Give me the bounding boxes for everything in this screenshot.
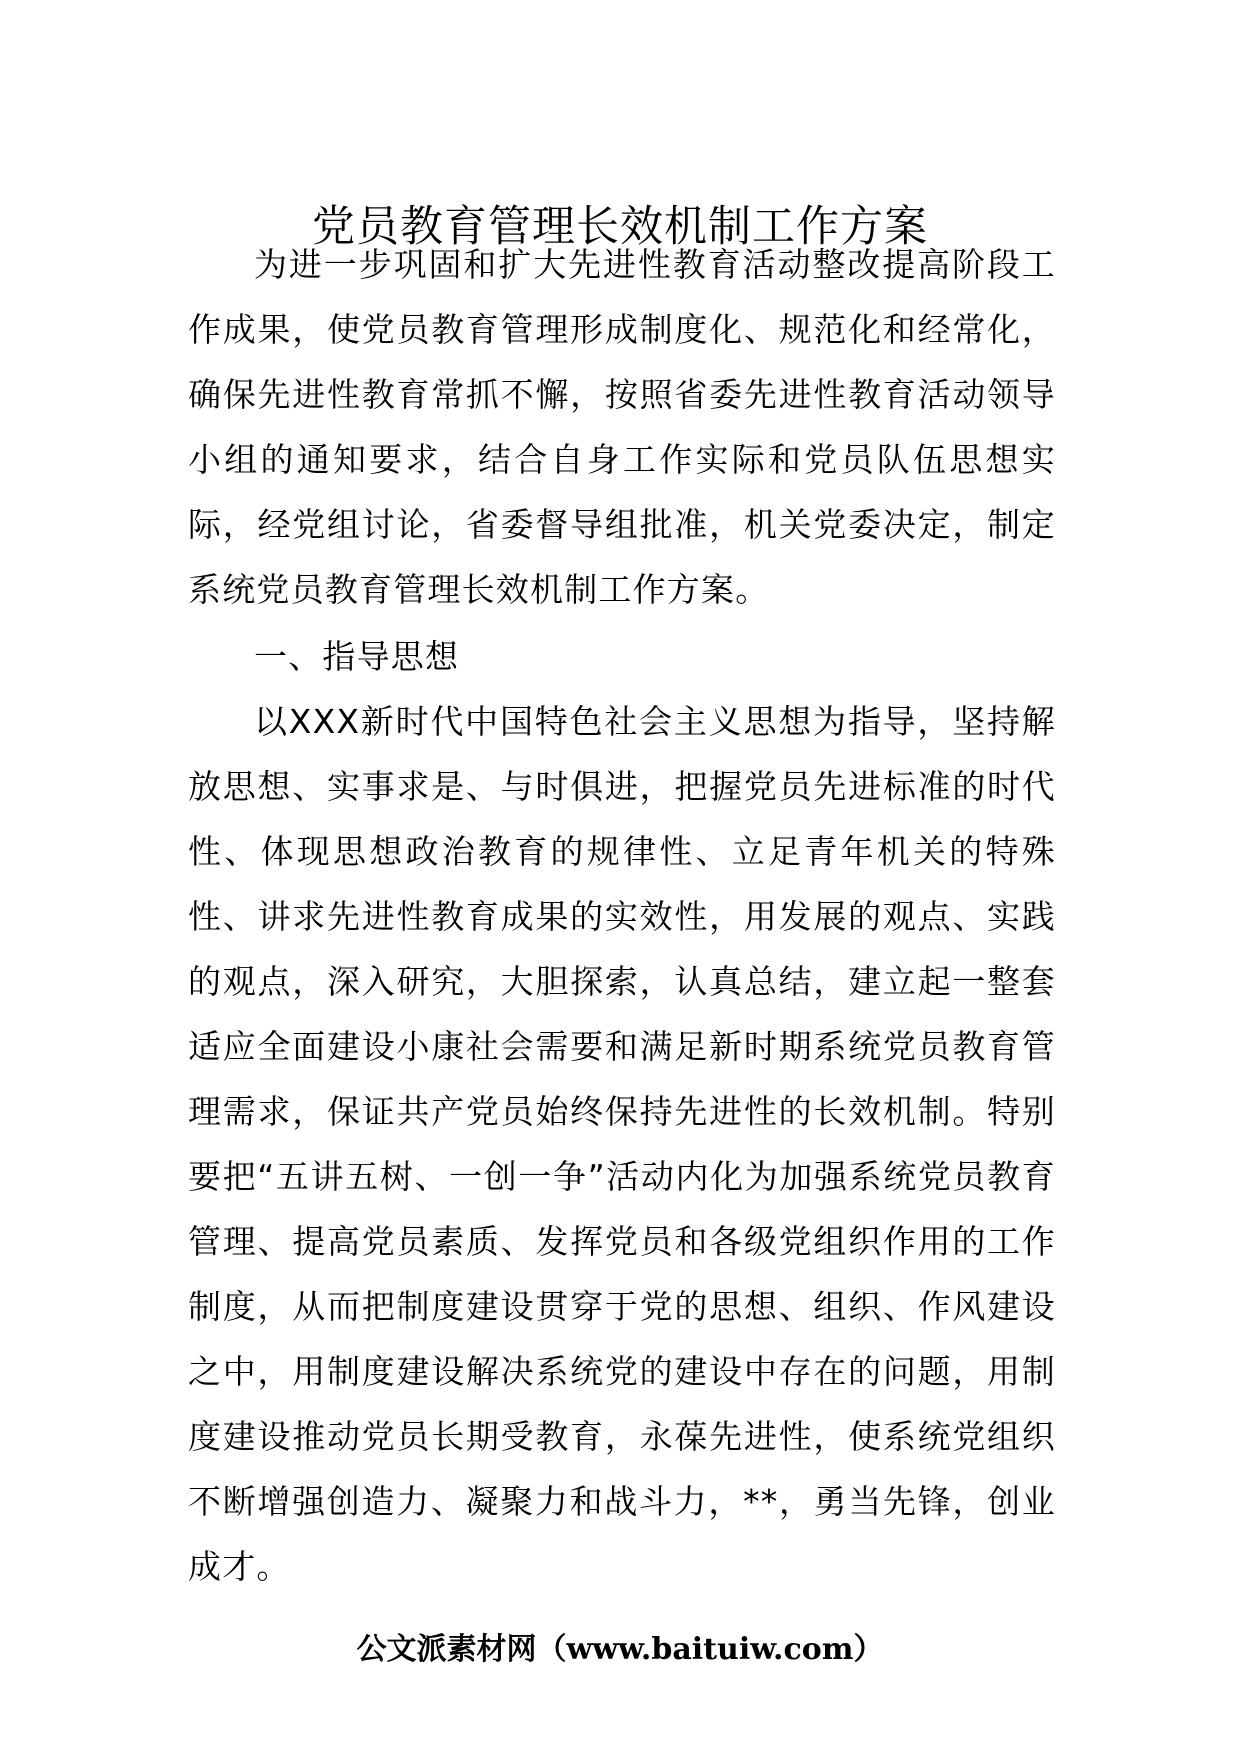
section-heading-block xyxy=(188,624,1056,689)
intro-paragraph-block xyxy=(188,232,1056,622)
section-heading-guiding-ideology: 一、指导思想 xyxy=(254,637,460,676)
footer-source-label: 公文派素材网（www.baituiw.com） xyxy=(356,1632,884,1667)
document-title: 党员教育管理长效机制工作方案 xyxy=(312,201,928,252)
section-paragraph-guiding-ideology: 以XXX新时代中国特色社会主义思想为指导，坚持解放思想、实事求是、与时俱进，把握党员先进标准的时代性、体现思想政治教育的规律性、立足青年机关的特殊性、讲求先进性教育成果的实效性，用发展的观点、实践的观点，深入研究，大胆探索，认真总结，建立起一整套适应全面建设小康社会需要和满足新时期系统党员教育管理需求，保证共产党员始终保持先进性的长效机制。特别要把“五讲五树、一创一争”活动内化为加强系统党员教育管理、提高党员素质、发挥党员和各级党组织作用的工作制度，从而把制度建设贯穿于党的思想、组织、作风建设之中，用制度建设解决系统党的建设中存在的问题，用制度建设推动党员长期受教育，永葆先进性，使系统党组织不断增强创造力、凝聚力和战斗力，**，勇当先锋，创业成才。 xyxy=(188,702,1056,1586)
intro-paragraph: 为进一步巩固和扩大先进性教育活动整改提高阶段工作成果，使党员教育管理形成制度化、规范化和经常化，确保先进性教育常抓不懈，按照省委先进性教育活动领导小组的通知要求，结合自身工作实际和党员队伍思想实际，经党组讨论，省委督导组批准，机关党委决定，制定系统党员教育管理长效机制工作方案。 xyxy=(188,245,1056,609)
section-paragraph-block xyxy=(188,689,1056,1599)
